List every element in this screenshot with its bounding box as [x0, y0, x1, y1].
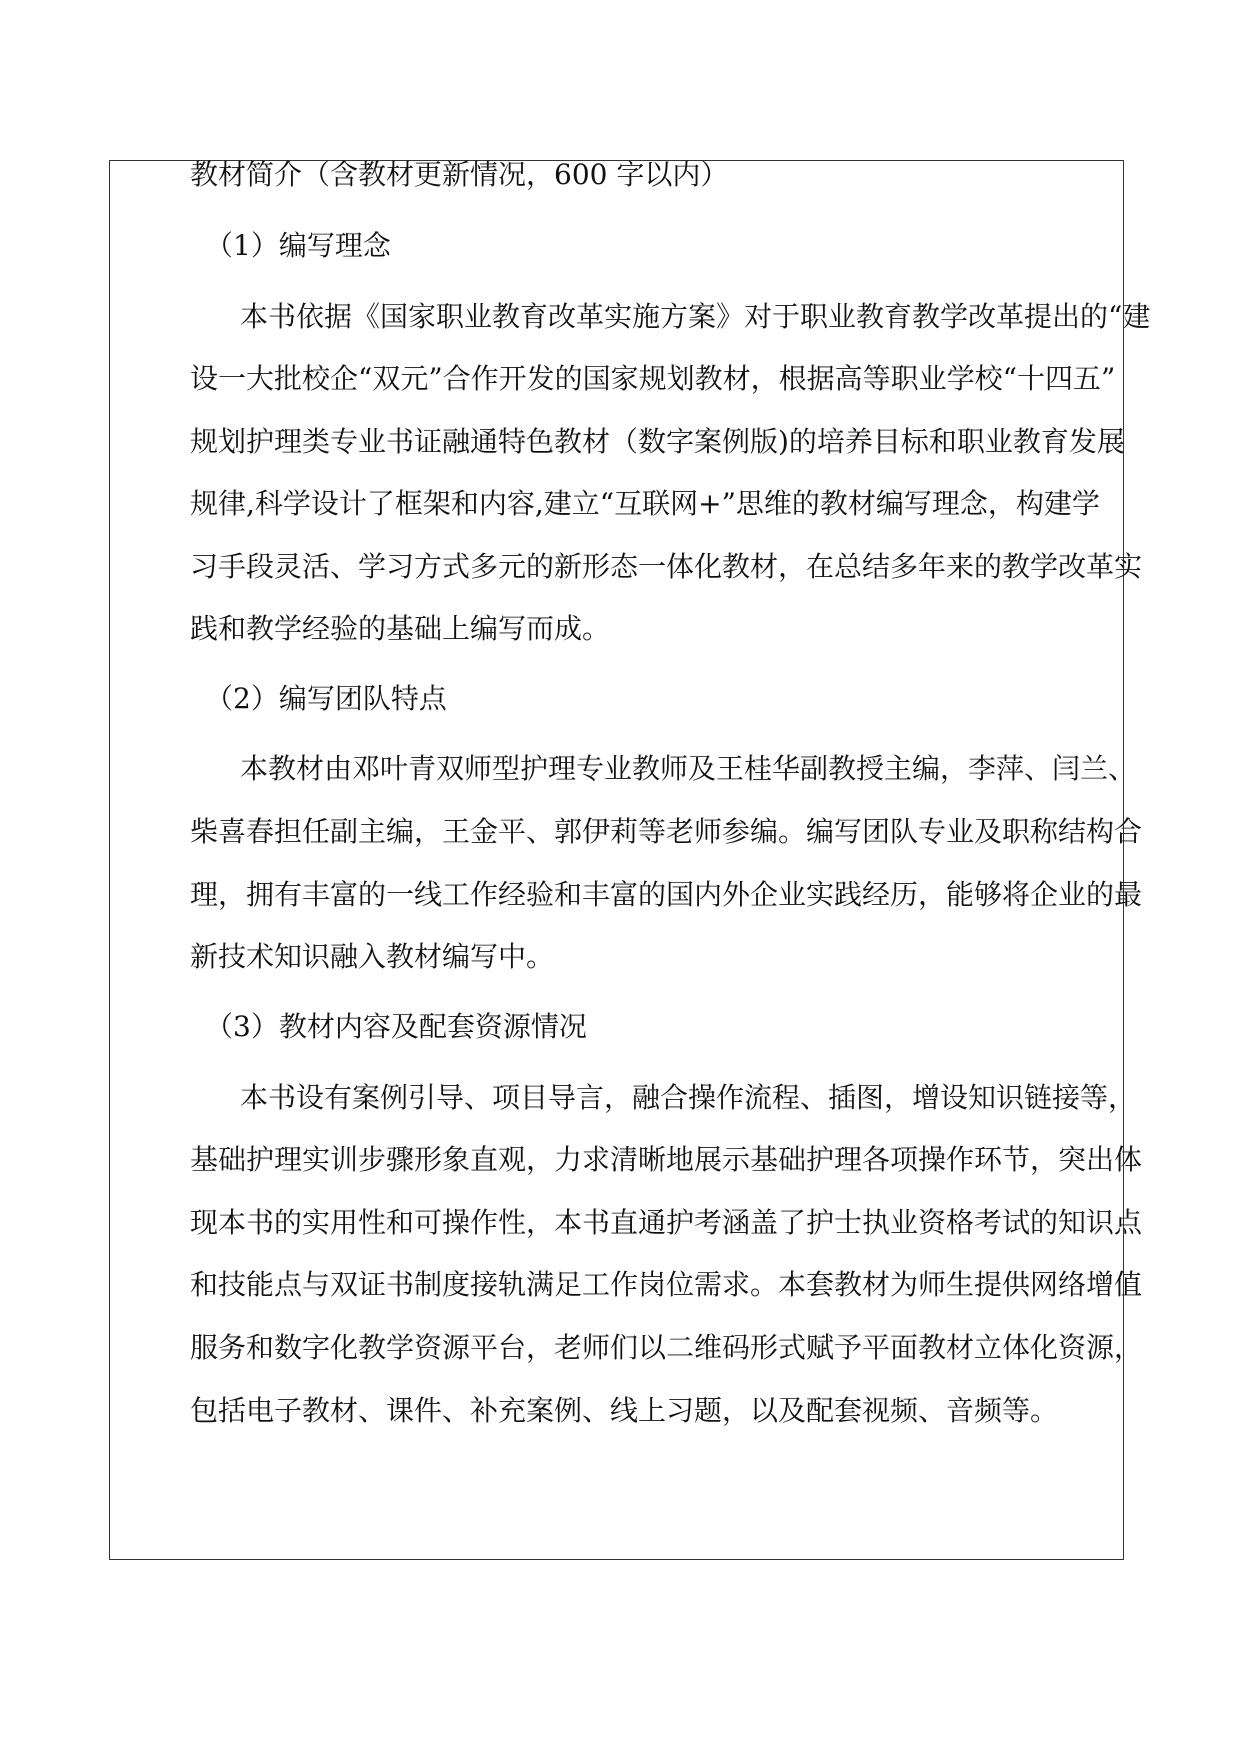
paragraph-line: 本书设有案例引导、项目导言，融合操作流程、插图，增设知识链接等，: [240, 1081, 1137, 1114]
content-box: [109, 158, 1151, 1560]
paragraph-line: 现本书的实用性和可操作性，本书直通护考涵盖了护士执业资格考试的知识点: [190, 1206, 1143, 1239]
paragraph-line: 新技术知识融入教材编写中。: [190, 940, 555, 973]
paragraph-line: 基础护理实训步骤形象直观，力求清晰地展示基础护理各项操作环节，突出体: [190, 1143, 1143, 1176]
paragraph-line: 设一大批校企“双元”合作开发的国家规划教材，根据高等职业学校“十四五”: [190, 362, 1116, 395]
paragraph-line: 规划护理类专业书证融通特色教材（数字案例版)的培养目标和职业教育发展: [190, 425, 1125, 458]
section-3-heading: （3）教材内容及配套资源情况: [205, 1010, 587, 1043]
section-2-heading: （2）编写团队特点: [205, 682, 447, 715]
intro-title: 教材简介（含教材更新情况，600 字以内）: [190, 158, 729, 191]
section-1-heading: （1）编写理念: [205, 229, 391, 262]
paragraph-line: 和技能点与双证书制度接轨满足工作岗位需求。本套教材为师生提供网络增值: [190, 1268, 1143, 1301]
paragraph-line: 本书依据《国家职业教育改革实施方案》对于职业教育教学改革提出的“建: [240, 300, 1151, 333]
paragraph-line: 理，拥有丰富的一线工作经验和丰富的国内外企业实践经历，能够将企业的最: [190, 878, 1143, 911]
paragraph-line: 规律,科学设计了框架和内容,建立“互联网+”思维的教材编写理念，构建学: [190, 487, 1100, 520]
paragraph-line: 本教材由邓叶青双师型护理专业教师及王桂华副教授主编，李萍、闫兰、: [240, 752, 1137, 785]
paragraph-line: 服务和数字化教学资源平台，老师们以二维码形式赋予平面教材立体化资源，: [190, 1331, 1143, 1364]
paragraph-line: 包括电子教材、课件、补充案例、线上习题，以及配套视频、音频等。: [190, 1394, 1059, 1427]
paragraph-line: 习手段灵活、学习方式多元的新形态一体化教材，在总结多年来的教学改革实: [190, 550, 1143, 583]
paragraph-line: 践和教学经验的基础上编写而成。: [190, 612, 611, 645]
paragraph-line: 柴喜春担任副主编，王金平、郭伊莉等老师参编。编写团队专业及职称结构合: [190, 815, 1143, 848]
